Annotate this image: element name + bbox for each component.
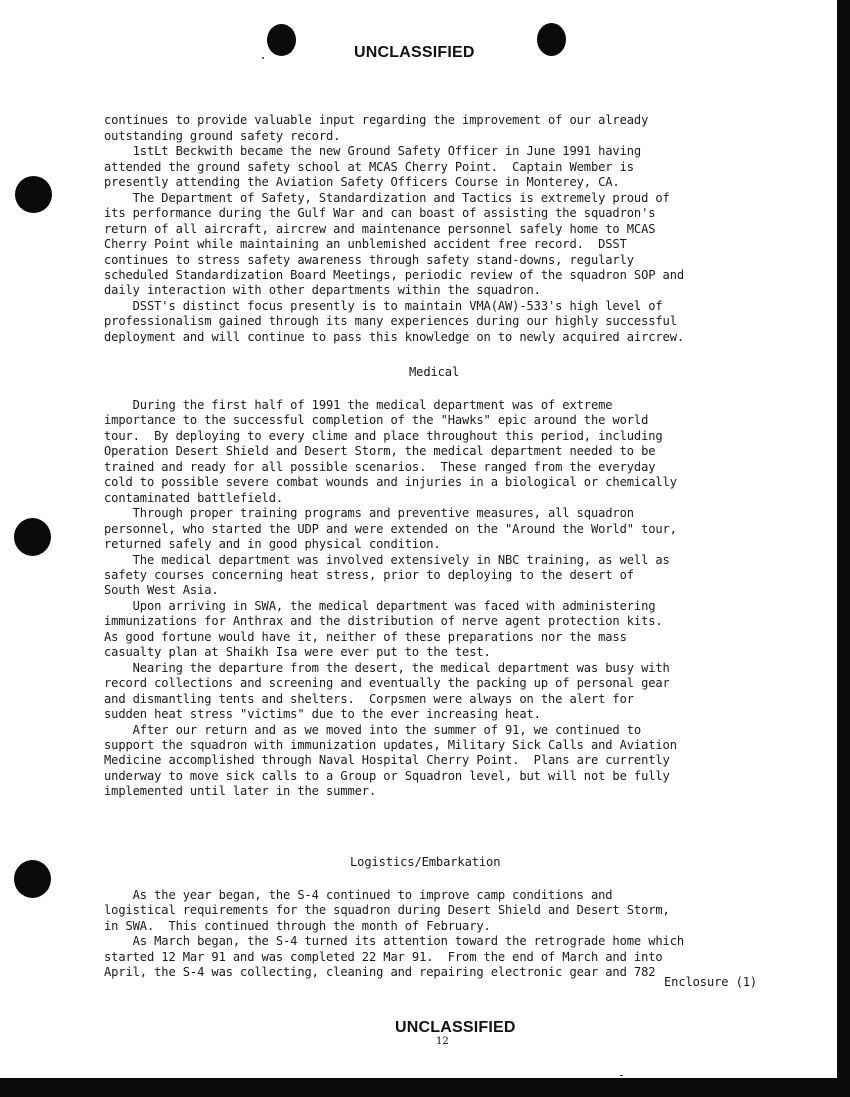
text-line: safety courses concerning heat stress, prior to deploying to the desert of (104, 567, 634, 582)
text-line: immunizations for Anthrax and the distribution of nerve agent protection kits. (104, 614, 663, 629)
text-line: started 12 Mar 91 and was completed 22 Mar 91. From the end of March and into (104, 949, 663, 964)
text-line: scheduled Standardization Board Meetings, periodic review of the squadron SOP and (104, 267, 685, 282)
scan-border-bottom (0, 1078, 850, 1097)
classification-header: UNCLASSIFIED (354, 44, 475, 61)
text-line: daily interaction with other departments within the squadron. (104, 283, 541, 298)
punch-hole (267, 24, 296, 56)
text-line: logistical requirements for the squadron during Desert Shield and Desert Storm, (104, 903, 670, 918)
text-line: personnel, who started the UDP and were extended on the "Around the World" tour, (104, 521, 677, 536)
classification-footer: UNCLASSIFIED (395, 1019, 516, 1036)
enclosure-label: Enclosure (1) (664, 975, 758, 989)
text-line: presently attending the Aviation Safety Officers Course in Monterey, CA. (104, 175, 620, 190)
text-line: DSST's distinct focus presently is to maintain VMA(AW)-533's high level of (104, 298, 663, 313)
text-line: As March began, the S-4 turned its attention toward the retrograde home which (104, 934, 685, 949)
medical-section (104, 398, 677, 800)
punch-hole (15, 176, 52, 213)
text-line: its performance during the Gulf War and can boast of assisting the squadron's (104, 206, 656, 221)
text-line: contaminated battlefield. (104, 490, 284, 505)
text-line: attended the ground safety school at MCAS Cherry Point. Captain Wember is (104, 159, 634, 174)
text-line: and dismantling tents and shelters. Corpsmen were always on the alert for (104, 691, 634, 706)
text-line: continues to provide valuable input regarding the improvement of our already (104, 113, 649, 128)
scan-speck (262, 57, 264, 59)
text-line: As good fortune would have it, neither of these preparations nor the mass (104, 629, 627, 644)
section-heading-medical: Medical (409, 365, 460, 379)
text-line: support the squadron with immunization updates, Military Sick Calls and Aviation (104, 737, 677, 752)
scan-border-right (837, 0, 850, 1097)
page-number: 12 (436, 1036, 449, 1047)
text-line: deployment and will continue to pass this knowledge on to newly acquired aircrew. (104, 329, 685, 344)
text-line: sudden heat stress "victims" due to the ever increasing heat. (104, 707, 541, 722)
text-line: cold to possible severe combat wounds and injuries in a biological or chemically (104, 475, 677, 490)
text-line: Medicine accomplished through Naval Hospital Cherry Point. Plans are currently (104, 753, 670, 768)
text-line: implemented until later in the summer. (104, 784, 377, 799)
text-line: Through proper training programs and preventive measures, all squadron (104, 506, 634, 521)
text-line: As the year began, the S-4 continued to improve camp conditions and (104, 888, 613, 902)
text-line: return of all aircraft, aircrew and maintenance personnel safely home to MCAS (104, 221, 656, 236)
text-line: in SWA. This continued through the month of February. (104, 918, 491, 933)
section-heading-logistics: Logistics/Embarkation (350, 855, 501, 869)
text-line: continues to stress safety awareness through safety stand-downs, regularly (104, 252, 634, 267)
text-line: Nearing the departure from the desert, the medical department was busy with (104, 660, 670, 675)
text-line: returned safely and in good physical condition. (104, 537, 441, 552)
text-line: professionalism gained through its many experiences during our highly successful (104, 314, 677, 329)
text-line: The medical department was involved extensively in NBC training, as well as (104, 552, 670, 567)
scan-speck (620, 1075, 623, 1076)
punch-hole (537, 23, 566, 56)
text-line: Cherry Point while maintaining an unblemished accident free record. DSST (104, 237, 627, 252)
text-line: Operation Desert Shield and Desert Storm, the medical department needed to be (104, 444, 656, 459)
text-line: record collections and screening and eventually the packing up of personal gear (104, 676, 670, 691)
text-line: South West Asia. (104, 583, 219, 598)
text-line: Upon arriving in SWA, the medical department was faced with administering (104, 598, 656, 613)
document-body (104, 98, 784, 361)
text-line: During the first half of 1991 the medical department was of extreme (104, 398, 613, 412)
text-line: 1stLt Beckwith became the new Ground Safety Officer in June 1991 having (104, 144, 642, 159)
punch-hole (14, 518, 51, 556)
punch-hole (14, 860, 51, 898)
safety-section (104, 113, 784, 345)
text-line: April, the S-4 was collecting, cleaning and repairing electronic gear and 782 (104, 965, 656, 980)
text-line: The Department of Safety, Standardization and Tactics is extremely proud of (104, 190, 670, 205)
logistics-section (104, 888, 684, 981)
text-line: After our return and as we moved into the summer of 91, we continued to (104, 722, 642, 737)
text-line: underway to move sick calls to a Group or Squadron level, but will not be fully (104, 768, 670, 783)
text-line: tour. By deploying to every clime and place throughout this period, including (104, 428, 663, 443)
text-line: outstanding ground safety record. (104, 128, 341, 143)
text-line: casualty plan at Shaikh Isa were ever put to the test. (104, 645, 491, 660)
text-line: trained and ready for all possible scenarios. These ranged from the everyday (104, 459, 656, 474)
text-line: importance to the successful completion of the "Hawks" epic around the world (104, 413, 649, 428)
